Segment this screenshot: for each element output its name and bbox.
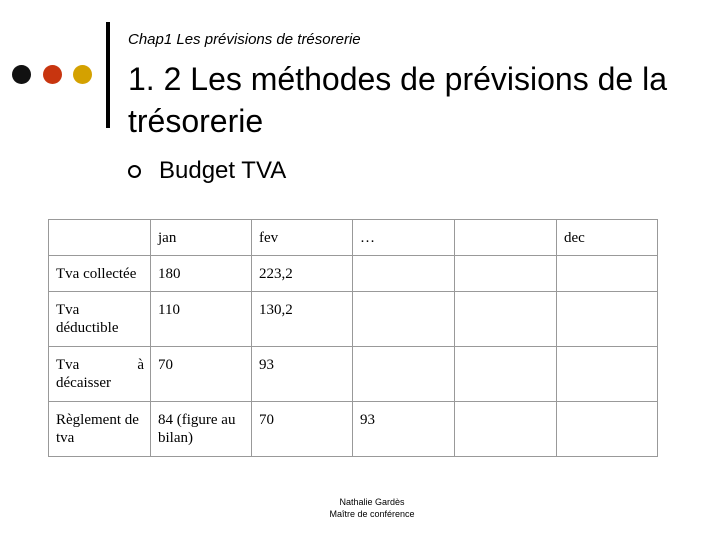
table-header-cell: jan <box>151 220 252 256</box>
table-cell <box>455 292 557 347</box>
table-cell <box>557 256 658 292</box>
table-header-cell <box>49 220 151 256</box>
decor-dot-red <box>43 65 62 84</box>
table-row <box>49 292 658 347</box>
table-cell <box>455 402 557 457</box>
table-row <box>49 347 658 402</box>
table-cell: 130,2 <box>252 292 353 347</box>
table-cell: 84 (figure au bilan) <box>151 402 252 457</box>
decor-dot-black <box>12 65 31 84</box>
table-header-row <box>49 220 658 256</box>
table-cell <box>557 347 658 402</box>
table-row <box>49 402 658 457</box>
footer-author: Nathalie Gardès <box>339 497 405 507</box>
slide-subtitle: Chap1 Les prévisions de trésorerie <box>128 31 361 48</box>
title-divider <box>106 22 110 128</box>
tva-budget-table <box>48 219 658 457</box>
decor-dot-gold <box>73 65 92 84</box>
table-cell <box>353 347 455 402</box>
table-cell: 70 <box>252 402 353 457</box>
table-cell <box>353 292 455 347</box>
table-cell <box>455 347 557 402</box>
row-label <box>49 347 151 402</box>
table-header-cell: fev <box>252 220 353 256</box>
row-label: Tva déductible <box>49 292 151 347</box>
table-header-cell: dec <box>557 220 658 256</box>
bullet-ring-icon <box>128 165 141 178</box>
table-row <box>49 256 658 292</box>
table-cell: 93 <box>353 402 455 457</box>
slide-title: 1. 2 Les méthodes de prévisions de la trésorerie <box>128 61 667 139</box>
bullet-text: Budget TVA <box>159 157 287 184</box>
table-cell: 110 <box>151 292 252 347</box>
table-cell <box>455 256 557 292</box>
table-header-cell <box>455 220 557 256</box>
row-label-part: à <box>137 357 144 373</box>
table-cell <box>353 256 455 292</box>
table-cell: 70 <box>151 347 252 402</box>
footer-role: Maître de conférence <box>329 509 415 519</box>
row-label: Règlement de tva <box>49 402 151 457</box>
table-cell <box>557 292 658 347</box>
bullet-item <box>128 157 286 185</box>
footer <box>0 496 720 520</box>
row-label: Tva collectée <box>49 256 151 292</box>
table-cell: 223,2 <box>252 256 353 292</box>
table-cell: 180 <box>151 256 252 292</box>
table-cell: 93 <box>252 347 353 402</box>
table-cell <box>557 402 658 457</box>
table-header-cell: … <box>353 220 455 256</box>
row-label-part: Tva <box>56 357 80 373</box>
row-label-part: décaisser <box>56 375 111 391</box>
